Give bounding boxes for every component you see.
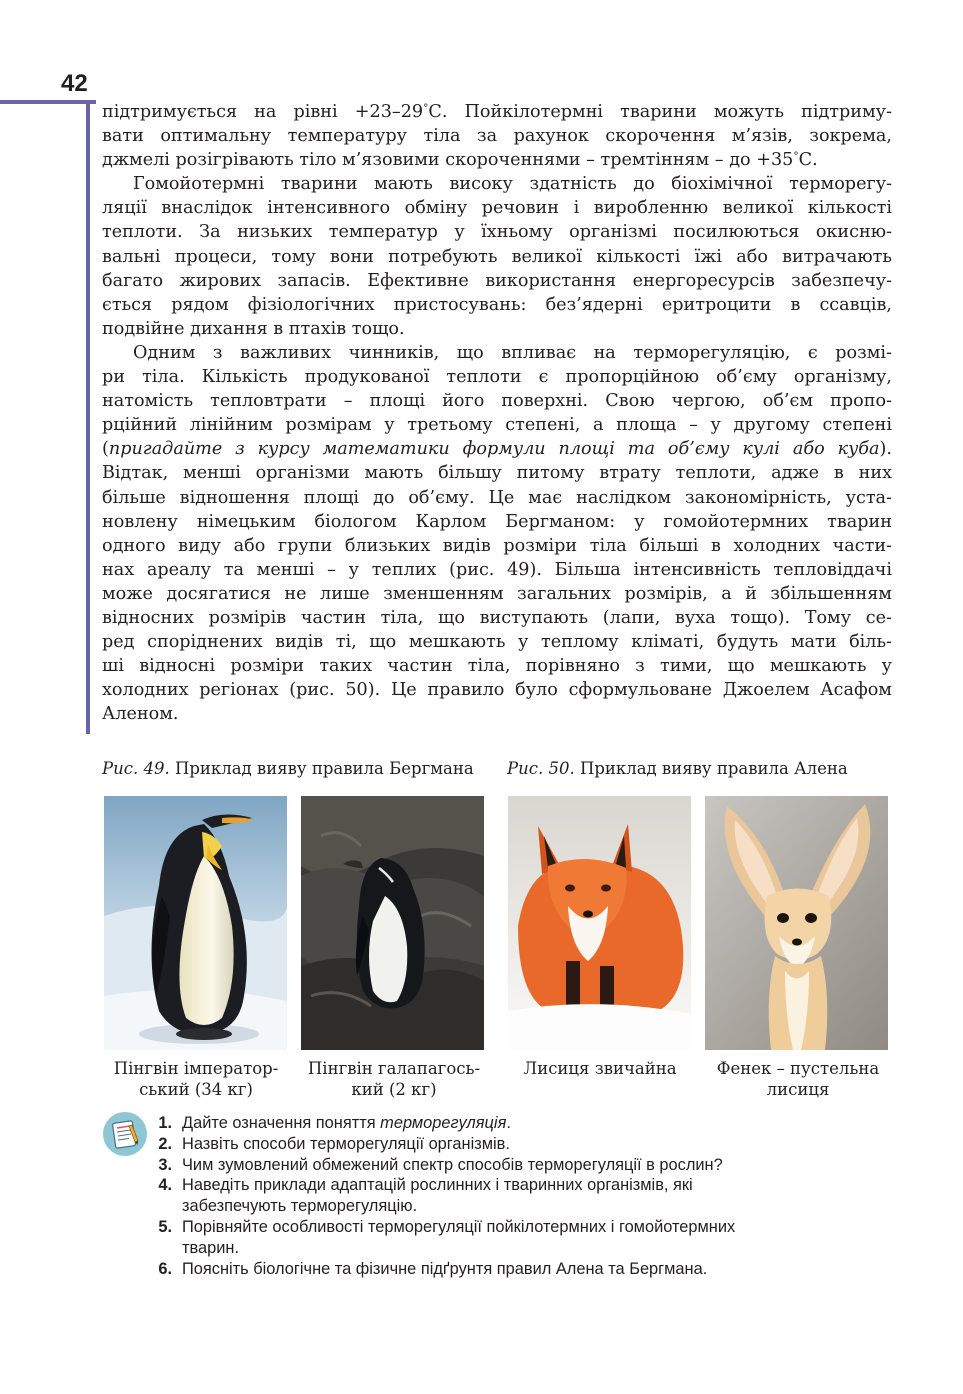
text-run: ( (102, 439, 109, 460)
text-run: забезпечують терморегуляцію. (182, 1197, 418, 1216)
text-run: ри тіла. Кількість продукованої теплоти є пропорційною об’єму організму, (102, 367, 892, 388)
question-item (152, 1217, 852, 1259)
body-line (102, 678, 892, 702)
question-text (182, 1134, 852, 1155)
galapagos-penguin-caption (294, 1058, 494, 1100)
question-text (182, 1113, 852, 1134)
page-number: 42 (61, 70, 88, 97)
text-run: натомість тепловтрати – площі його поверхні. Свою чергою, об’єм пропо- (102, 391, 892, 412)
body-line (102, 317, 892, 341)
body-line (102, 389, 892, 413)
text-run: . (506, 1114, 511, 1132)
text-run: багато жирових запасів. Ефективне використання енергоресурсів забезпечу- (102, 270, 892, 291)
text-run: теплоти. За низьких температур у їхньому організмі посилюються окисню- (102, 222, 892, 243)
text-run: холодних регіонах (рис. 50). Це правило було сформульоване Джоелем Асафом (102, 680, 892, 701)
text-run: С. (798, 150, 818, 171)
question-text (182, 1217, 852, 1259)
text-run: джмелі розігрівають тіло м’язовими скороченнями – тремтінням – до +35 (102, 150, 794, 171)
question-item (152, 1259, 852, 1280)
text-run: подвійне дихання в птахів тощо. (102, 318, 405, 339)
text-run: рційний лінійним розмірам у третьому степені, а площа – у другому степені (102, 415, 892, 436)
question-text (182, 1259, 852, 1280)
body-line (102, 486, 892, 510)
questions-icon (102, 1111, 148, 1157)
body-line (102, 172, 892, 196)
text-run: одного виду або групи близьких видів розміри тіла більші в холодних части- (102, 535, 892, 556)
text-run: ші відносні розміри таких частин тіла, порівняно з тими, що мешкають у (102, 656, 892, 677)
body-line (102, 220, 892, 244)
question-number: 4. (158, 1176, 172, 1195)
body-line (102, 124, 892, 148)
text-run: С. Пойкілотермні тварини можуть підтриму- (428, 102, 892, 122)
body-line (102, 461, 892, 485)
question-number: 3. (158, 1155, 172, 1174)
question-item (152, 1134, 852, 1155)
emperor-penguin-photo (104, 796, 287, 1050)
text-run: Одним з важливих чинників, що впливає на терморегуляцію, є розмі- (133, 342, 892, 363)
body-line (102, 293, 892, 317)
text-run: Чим зумовлений обмежений спектр способів терморегуляції в рослин? (182, 1155, 723, 1174)
margin-rule (86, 100, 90, 734)
figure-50-caption (507, 759, 848, 778)
question-number: 1. (158, 1114, 172, 1132)
question-item (152, 1175, 852, 1217)
caption-line: лисиця (766, 1080, 830, 1099)
text-run: новлену німецьким біологом Карлом Бергманом: у гомойотермних тварин (102, 511, 892, 532)
body-line (102, 702, 892, 726)
degree-sign: ° (793, 150, 799, 163)
figure-49-caption (102, 759, 474, 778)
red-fox-caption (500, 1058, 700, 1079)
fennec-fox-caption (698, 1058, 898, 1100)
figure-49-text: Приклад вияву правила Бергмана (169, 759, 474, 778)
figure-50-label: Рис. 50. (507, 759, 575, 778)
body-line (102, 269, 892, 293)
text-run: Аленом. (102, 704, 179, 725)
body-line (102, 100, 892, 124)
question-item (152, 1155, 852, 1176)
body-line (102, 245, 892, 269)
galapagos-penguin-photo (301, 796, 484, 1050)
text-run: Порівняйте особливості терморегуляції пойкілотермних і гомойотермних (182, 1217, 736, 1236)
text-run: підтримується на рівні +23–29 (102, 102, 424, 122)
text-run: ляції внаслідок інтенсивного обміну речовин і виробленню великої кількості (102, 198, 892, 219)
caption-line: ський (34 кг) (139, 1080, 253, 1099)
body-line (102, 630, 892, 654)
fennec-fox-photo (705, 796, 888, 1050)
body-line (102, 148, 892, 172)
body-text (102, 100, 892, 726)
body-line (102, 654, 892, 678)
question-number: 5. (158, 1217, 172, 1236)
text-run: Назвіть способи терморегуляції організмів. (182, 1134, 510, 1153)
text-run: відносних розмірів частин тіла, що виступають (лапи, вуха тощо). Тому се- (102, 607, 892, 628)
question-number: 6. (158, 1259, 172, 1278)
body-line (102, 582, 892, 606)
text-run: може досягатися не лише зменшенням загальних розмірів, а й збільшенням (102, 583, 892, 604)
caption-line: Пінгвін галапагось- (307, 1059, 481, 1078)
text-run: вати оптимальну температуру тіла за рахунок скорочення м’язів, зокрема, (102, 126, 892, 147)
text-run: більше відношення площі до об’єму. Це має наслідком закономірність, уста- (102, 487, 892, 508)
body-line (102, 365, 892, 389)
body-line (102, 606, 892, 630)
caption-line: Лисиця звичайна (523, 1059, 677, 1078)
red-fox-photo (508, 796, 691, 1050)
italic-text: пригадайте з курсу математики формули площі та об’єму кулі або куба (108, 439, 880, 460)
text-run: Дайте означення поняття (182, 1114, 381, 1132)
emperor-penguin-caption (96, 1058, 296, 1100)
caption-line: Пінгвін імператор- (113, 1059, 279, 1078)
text-run: Наведіть приклади адаптацій рослинних і тваринних організмів, які (182, 1176, 693, 1195)
figure-49-label: Рис. 49. (102, 759, 170, 778)
body-line (102, 558, 892, 582)
review-questions (152, 1113, 852, 1279)
body-line (102, 534, 892, 558)
text-run: ред споріднених видів ті, що мешкають у теплому кліматі, будуть мати біль- (102, 632, 892, 653)
text-run: нах ареалу та менші – у теплих (рис. 49). Більша інтенсивність тепловіддачі (102, 559, 892, 580)
question-item (152, 1113, 852, 1134)
question-number: 2. (158, 1134, 172, 1153)
text-run: Гомойотермні тварини мають високу здатність до біохімічної терморегу- (133, 174, 892, 195)
question-text (182, 1175, 852, 1217)
text-run: ). (879, 439, 892, 460)
text-run: тварин. (182, 1238, 240, 1257)
figure-50-text: Приклад вияву правила Алена (574, 759, 848, 778)
text-run: Поясніть біологічне та фізичне підґрунтя правил Алена та Бергмана. (182, 1259, 708, 1278)
caption-line: Фенек – пустельна (716, 1059, 880, 1078)
body-line (102, 510, 892, 534)
body-line (102, 196, 892, 220)
degree-sign: ° (423, 102, 429, 115)
text-run: Відтак, менші організми мають більшу питому втрату теплоти, адже в них (102, 463, 892, 484)
body-line (102, 413, 892, 437)
body-line (102, 341, 892, 365)
text-run: вальні процеси, тому вони потребують великої кількості їжі або витрачають (102, 246, 892, 267)
caption-line: кий (2 кг) (351, 1080, 437, 1099)
italic-text: терморегуляція (380, 1114, 507, 1132)
page-header-rule (0, 100, 96, 104)
text-run: ється рядом фізіологічних пристосувань: без’ядерні еритроцити в ссавців, (102, 294, 892, 315)
body-line (102, 437, 892, 461)
question-text (182, 1155, 852, 1176)
